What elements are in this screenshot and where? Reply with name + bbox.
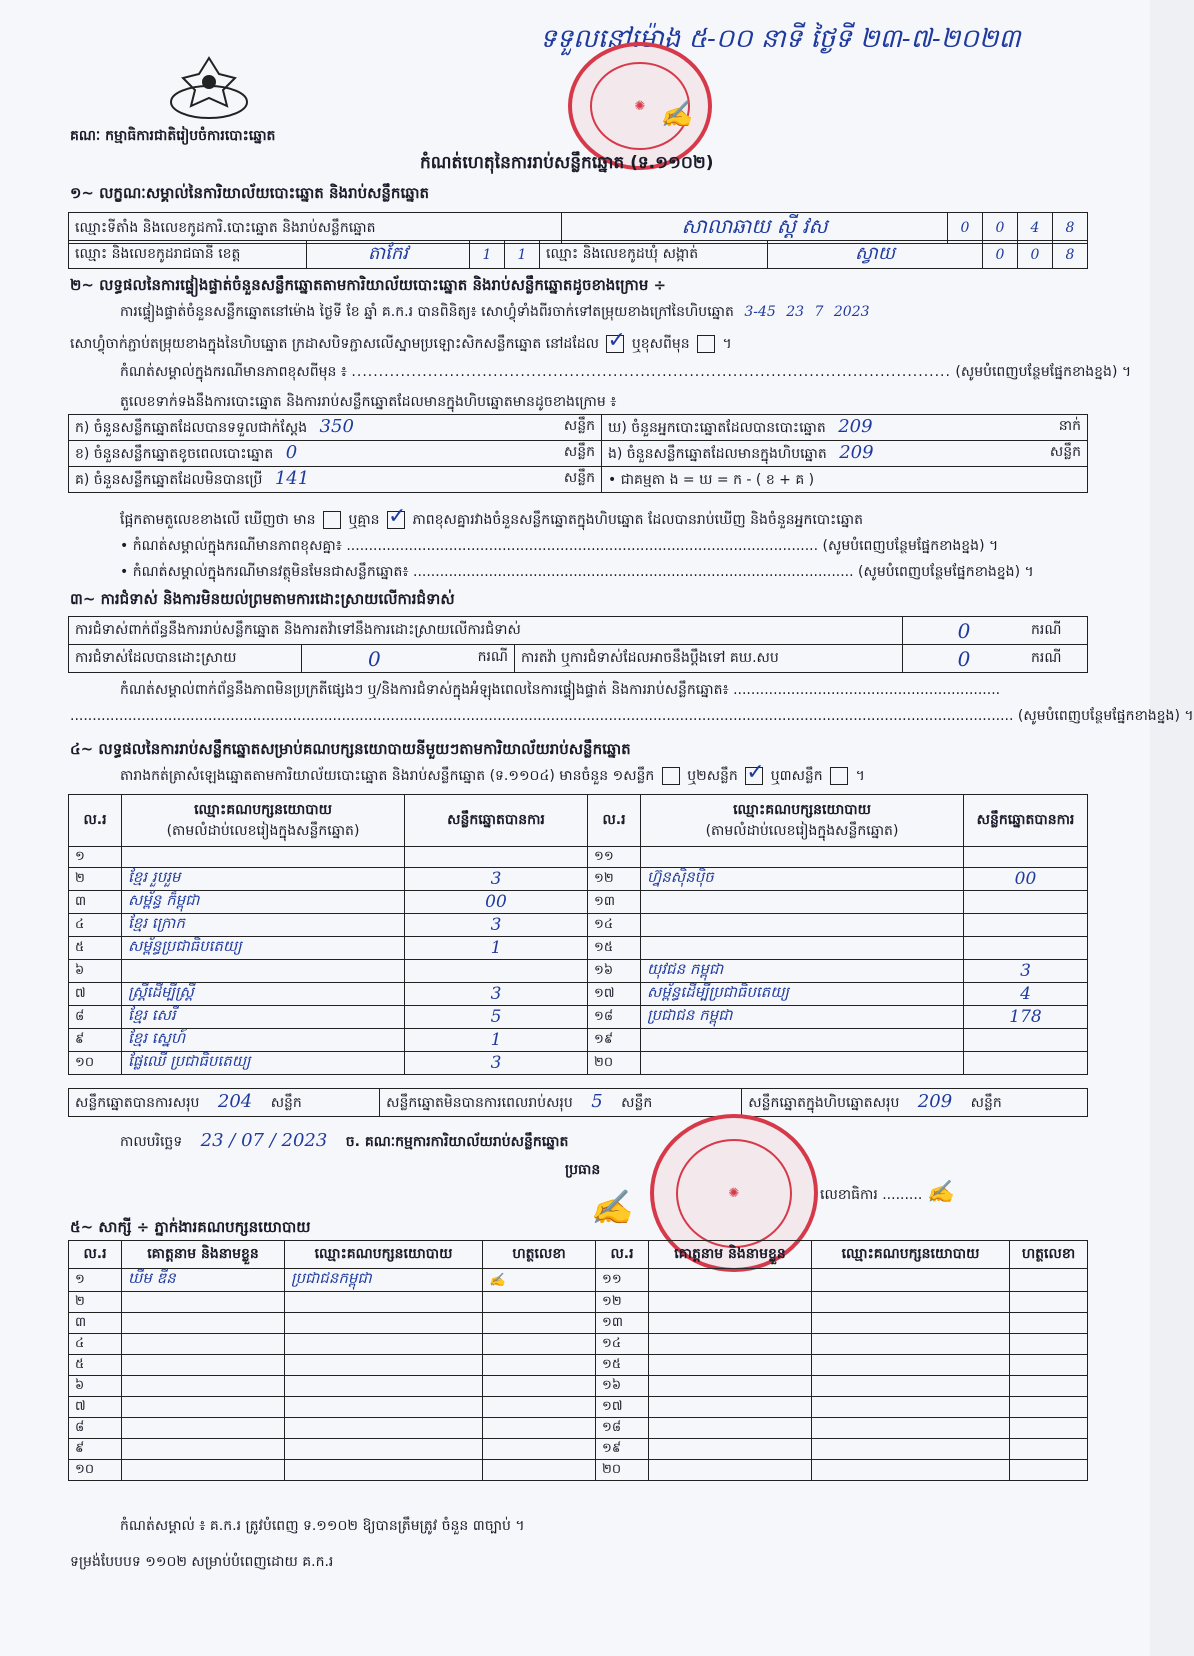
resolved-count: 0	[368, 646, 381, 671]
commune-code-3: 8	[1053, 241, 1088, 269]
commune-code-2: 0	[1018, 241, 1053, 269]
col-no-right: ល.រ	[588, 795, 641, 847]
committee-sign-label: ច. គណៈកម្មការការិយាល័យរាប់សន្លឹកឆ្នោត	[345, 1134, 569, 1150]
col-party-sub-right: (តាមលំដាប់លេខរៀងក្នុងសន្លឹកឆ្នោត)	[705, 822, 899, 839]
party-name: ស្ត្រីដើម្បីស្ត្រី	[122, 983, 405, 1006]
witness-row	[69, 1439, 1088, 1460]
party-name: សម្ព័ន្ធប្រជាធិបតេយ្យ	[122, 937, 405, 960]
w-col-name-right: គោត្តនាម និងនាមខ្លួន	[649, 1241, 812, 1269]
secretary-signature: ✍	[926, 1180, 955, 1205]
left-unit: សន្លឹក	[563, 418, 595, 434]
row-no: ៧	[69, 983, 122, 1006]
section4-title: ៤~ លទ្ធផលនៃការរាប់សន្លឹកឆ្នោតសម្រាប់គណបក្សនយោបាយនីមួយៗតាមការិយាល័យរាប់សន្លឹកឆ្នោត	[70, 740, 631, 758]
party-name: ខ្មែរ រួបរួម	[122, 868, 405, 891]
resolved-unit: ករណី	[477, 648, 508, 665]
row-no-2: ១២	[588, 868, 641, 891]
province-code-1: 1	[470, 241, 505, 269]
witness-name	[122, 1334, 285, 1355]
witness-row	[69, 1376, 1088, 1397]
total-invalid-label: សន្លឹកឆ្នោតមិនបានការពេលរាប់សរុប	[386, 1095, 573, 1111]
unchanged-checkbox[interactable]	[606, 335, 624, 353]
verify-month: 7	[814, 304, 824, 320]
witness-name	[122, 1376, 285, 1397]
objection-table	[68, 616, 1088, 673]
bullet-difference: • កំណត់សម្គាល់ក្នុងករណីមានភាពខុសគ្នា៖ .......................................................................................................... (សូមបំពេញបន្ថែមផ្នែកខាងខ្នង) ។	[120, 538, 999, 554]
party-name: សម្ព័ន្ធ ក៏ម្ពុជា	[122, 891, 405, 914]
objection-unit: ករណី	[1025, 617, 1088, 645]
tally-sheet-line: តារាងកត់ត្រាសំឡេងឆ្នោតតាមការិយាល័យបោះឆ្នោត និងរាប់សន្លឹកឆ្នោត (ទ.១១០៤) មានចំនួន ១សន្លឹក ឬ២សន្លឹក ✓ ឬ៣សន្លឹក ។	[120, 766, 865, 787]
form-title: កំណត់ហេតុនៃការរាប់សន្លឹកឆ្នោត (ទ.១១០២)	[420, 153, 714, 173]
left-value: 350	[319, 416, 354, 437]
left-label: ខ) ចំនួនសន្លឹកឆ្នោតខូចពេលបោះឆ្នោត	[75, 446, 274, 462]
witness-no-2: ២០	[596, 1460, 649, 1481]
date-value: 23 / 07 / 2023	[200, 1130, 328, 1151]
party-name: ខ្មែរ សេរី	[122, 1006, 405, 1029]
right-label: ង) ចំនួនសន្លឹកឆ្នោតដែលមានក្នុងហិបឆ្នោត	[608, 446, 827, 462]
witness-name	[122, 1355, 285, 1376]
row-no: ៥	[69, 937, 122, 960]
station-code-2: 0	[983, 213, 1018, 244]
witness-row	[69, 1355, 1088, 1376]
province-commune-table	[68, 240, 1088, 269]
party-result-row	[69, 847, 1088, 868]
party-result-row	[69, 983, 1088, 1006]
witness-no: ៤	[69, 1334, 122, 1355]
w-col-no-left: ល.រ	[69, 1241, 122, 1269]
party-votes: 3	[405, 983, 588, 1006]
row-no-2: ១៧	[588, 983, 641, 1006]
party-name	[122, 960, 405, 983]
witness-no-2: ១៧	[596, 1397, 649, 1418]
witness-no: ៦	[69, 1376, 122, 1397]
two-sheet-checkbox[interactable]	[745, 767, 763, 785]
witness-signature: ✍	[483, 1269, 596, 1292]
witness-row	[69, 1460, 1088, 1481]
witness-no-2: ១៦	[596, 1376, 649, 1397]
party-votes-2	[964, 847, 1088, 868]
ballot-count-table	[68, 414, 1088, 493]
party-name	[122, 847, 405, 868]
total-valid-value: 204	[217, 1091, 253, 1112]
witness-signature	[483, 1313, 596, 1334]
totals-table: សន្លឹកឆ្នោតបានការសរុប 204 សន្លឹក សន្លឹកឆ្នោតមិនបានការពេលរាប់សរុប 5 សន្លឹក សន្លឹកឆ្នោតក្នុងហិបឆ្នោតសរុប 209 សន្លឹក	[68, 1088, 1088, 1117]
party-votes: 3	[405, 914, 588, 937]
party-name-2	[641, 1052, 964, 1075]
party-result-row	[69, 960, 1088, 983]
witness-name: ឃឹម ឌីន	[122, 1269, 285, 1292]
irregularity-remark-2: .................................................................................................................................................................................................................... (សូមបំពេញបន្ថែមផ្នែកខាងខ្នង) ។	[70, 708, 1194, 724]
witness-no-2: ១២	[596, 1292, 649, 1313]
one-sheet-checkbox[interactable]	[662, 767, 680, 785]
col-party-left: ឈ្មោះគណបក្សនយោបាយ	[194, 801, 332, 818]
w-col-sign-right: ហត្ថលេខា	[1010, 1241, 1088, 1269]
witness-row	[69, 1397, 1088, 1418]
station-value: សាលាឆាយ ស្តី វស	[562, 213, 948, 244]
witness-party	[285, 1439, 483, 1460]
signature-top: ✍	[660, 100, 693, 130]
footnote: កំណត់សម្គាល់ ៖ គ.ក.រ ត្រូវបំពេញ ទ.១១០២ ឱ្យបានត្រឹមត្រូវ ចំនួន ៣ច្បាប់ ។	[120, 1518, 525, 1534]
party-votes: 3	[405, 1052, 588, 1075]
row-no-2: ១៣	[588, 891, 641, 914]
party-name-2: ប្រជាជន កម្ពុជា	[641, 1006, 964, 1029]
three-sheet-checkbox[interactable]	[830, 767, 848, 785]
w-col-party-right: ឈ្មោះគណបក្សនយោបាយ	[812, 1241, 1010, 1269]
witness-name	[122, 1292, 285, 1313]
changed-checkbox[interactable]	[697, 335, 715, 353]
section1-title: ១~ លក្ខណៈសម្គាល់នៃការិយាល័យបោះឆ្នោត និងរាប់សន្លឹកឆ្នោត	[70, 184, 430, 202]
party-name-2: យុវជន កម្ពុជា	[641, 960, 964, 983]
party-result-row	[69, 937, 1088, 960]
party-votes-2: 00	[964, 868, 1088, 891]
w-col-party-left: ឈ្មោះគណបក្សនយោបាយ	[285, 1241, 483, 1269]
party-name-2: សម្ព័ន្ធដើម្បីប្រជាធិបតេយ្យ	[641, 983, 964, 1006]
witness-signature	[483, 1355, 596, 1376]
party-result-row	[69, 1029, 1088, 1052]
row-no: ៨	[69, 1006, 122, 1029]
party-name-2	[641, 847, 964, 868]
row-no-2: ១៦	[588, 960, 641, 983]
left-value: 141	[274, 468, 310, 489]
right-label: • ជាគម្មតា ង = ឃ = ក - ( ខ + គ )	[608, 472, 815, 488]
witness-party: ប្រជាជនកម្ពុជា	[285, 1269, 483, 1292]
party-votes-2	[964, 914, 1088, 937]
witness-party	[285, 1355, 483, 1376]
appeal-count: 0	[903, 645, 1026, 673]
witness-party	[285, 1376, 483, 1397]
witness-no-2: ១៤	[596, 1334, 649, 1355]
witness-name	[122, 1397, 285, 1418]
row-no: ៩	[69, 1029, 122, 1052]
party-result-row	[69, 1052, 1088, 1075]
no-difference-checkbox[interactable]	[387, 511, 405, 529]
station-code-3: 4	[1018, 213, 1053, 244]
row-no-2: ២០	[588, 1052, 641, 1075]
party-votes-2	[964, 891, 1088, 914]
official-stamp-bottom: ✺	[650, 1114, 818, 1272]
witness-row	[69, 1418, 1088, 1439]
resolved-label: ការជំទាស់ដែលបានដោះស្រាយ	[69, 645, 302, 673]
remark-line-1: កំណត់សម្គាល់ក្នុងករណីមានភាពខុសពីមុន ៖ .............................................................................................................. (សូមបំពេញបន្ថែមផ្នែកខាងខ្នង) ។	[120, 364, 1132, 380]
form-footer: ទម្រង់បែបបទ ១១០២ សម្រាប់បំពេញដោយ គ.ក.រ	[70, 1554, 334, 1570]
witness-no: ៧	[69, 1397, 122, 1418]
total-box-label: សន្លឹកឆ្នោតក្នុងហិបឆ្នោតសរុប	[748, 1095, 900, 1111]
witness-no-2: ១៩	[596, 1439, 649, 1460]
row-no-2: ១១	[588, 847, 641, 868]
party-votes	[405, 960, 588, 983]
party-result-row	[69, 891, 1088, 914]
verify-year: 2023	[833, 304, 870, 320]
has-difference-checkbox[interactable]	[323, 511, 341, 529]
table-intro: តួលេខទាក់ទងនឹងការបោះឆ្នោត និងការរាប់សន្លឹកឆ្នោតដែលមានក្នុងហិបឆ្នោតមានដូចខាងក្រោម ៖	[120, 394, 617, 410]
station-code-1: 0	[948, 213, 983, 244]
section5-title: ៥~ សាក្សី ÷ ភ្នាក់ងារគណបក្សនយោបាយ	[70, 1218, 311, 1236]
party-name: ខ្មែរ ក្រោក	[122, 914, 405, 937]
witness-row	[69, 1269, 1088, 1292]
witness-signature	[483, 1376, 596, 1397]
left-label: ក) ចំនួនសន្លឹកឆ្នោតដែលបានទទួលជាក់ស្តែង	[75, 420, 308, 436]
province-code-2: 1	[505, 241, 540, 269]
party-name: ផ្លែឈើ ប្រជាធិបតេយ្យ	[122, 1052, 405, 1075]
col-no-left: ល.រ	[69, 795, 122, 847]
ballot-count-row	[69, 415, 1088, 441]
witness-row	[69, 1313, 1088, 1334]
col-votes-right: សន្លឹកឆ្នោតបានការ	[964, 795, 1088, 847]
left-label: គ) ចំនួនសន្លឹកឆ្នោតដែលមិនបានប្រើ	[75, 472, 263, 488]
witness-no: ២	[69, 1292, 122, 1313]
objection-count: 0	[903, 617, 1026, 645]
col-votes-left: សន្លឹកឆ្នោតបានការ	[405, 795, 588, 847]
party-name-2	[641, 891, 964, 914]
secretary-line: លេខាធិការ ......... ✍	[820, 1180, 955, 1205]
party-results-table	[68, 794, 1088, 1075]
party-result-row	[69, 868, 1088, 891]
section3-title: ៣~ ការជំទាស់ និងការមិនយល់ព្រមតាមការដោះស្រាយលើការជំទាស់	[70, 590, 455, 608]
irregularity-remark: កំណត់សម្គាល់ពាក់ព័ន្ធនឹងភាពមិនប្រក្រតីផ្សេងៗ ឬ/និងការជំទាស់ក្នុងអំឡុងពេលនៃការផ្ទៀងផ្ទាត់ និងការរាប់សន្លឹកឆ្នោត៖ ............................................................	[120, 682, 1001, 698]
commune-value: ស្វាយ	[768, 241, 983, 269]
party-votes: 5	[405, 1006, 588, 1029]
left-unit: សន្លឹក	[563, 470, 595, 486]
witness-name	[122, 1439, 285, 1460]
official-stamp-top: ✺	[568, 42, 712, 170]
party-name: ខ្មែរ ស្នេហ៍	[122, 1029, 405, 1052]
col-party-right: ឈ្មោះគណបក្សនយោបាយ	[733, 801, 871, 818]
right-value: 209	[839, 442, 874, 463]
party-votes-2: 3	[964, 960, 1088, 983]
party-votes-2: 4	[964, 983, 1088, 1006]
station-label: ឈ្មោះទីតាំង និងលេខកូដការិ.បោះឆ្នោត និងរាប់សន្លឹកឆ្នោត	[69, 213, 562, 244]
witness-party	[285, 1418, 483, 1439]
party-votes-2: 178	[964, 1006, 1088, 1029]
witness-signature	[483, 1418, 596, 1439]
province-value: តាកែវ	[307, 241, 470, 269]
right-unit: សន្លឹក	[1049, 444, 1081, 460]
right-value: 209	[838, 416, 873, 437]
right-label: ឃ) ចំនួនអ្នកបោះឆ្នោតដែលបានបោះឆ្នោត	[608, 420, 826, 436]
witness-table	[68, 1240, 1088, 1481]
verification-paragraph: ការផ្ទៀងផ្ទាត់ចំនួនសន្លឹកឆ្នោតនៅម៉ោង ថ្ងៃទី ខែ ឆ្នាំ គ.ក.រ បានពិនិត្យ៖ សោហ្វុំទាំងពីរចាក់ទៅតម្រុយខាងក្រៅនៃហិបឆ្នោត 3-45 23 7 2023	[120, 304, 870, 320]
commune-label: ឈ្មោះ និងលេខកូដឃុំ សង្កាត់	[540, 241, 768, 269]
row-no-2: ១៤	[588, 914, 641, 937]
right-unit: នាក់	[1058, 418, 1081, 434]
witness-no: ៩	[69, 1439, 122, 1460]
row-no-2: ១៨	[588, 1006, 641, 1029]
witness-party	[285, 1292, 483, 1313]
witness-no: ១	[69, 1269, 122, 1292]
total-valid-label: សន្លឹកឆ្នោតបានការសរុប	[75, 1095, 200, 1111]
row-no: ១០	[69, 1052, 122, 1075]
row-no-2: ១៥	[588, 937, 641, 960]
seal-status-line: សោហ្វុំចាក់ភ្ជាប់តម្រុយខាងក្នុងនៃហិបឆ្នោត ក្រដាសបិទភ្ជាសលើស្នាមប្រឡោះសិកសន្លឹកឆ្នោត នៅដដែល ✓ ឬខុសពីមុន ។	[70, 334, 732, 355]
witness-name	[122, 1313, 285, 1334]
total-box-value: 209	[917, 1091, 953, 1112]
witness-signature	[483, 1460, 596, 1481]
left-value: 0	[285, 442, 298, 463]
witness-party	[285, 1460, 483, 1481]
witness-signature	[483, 1292, 596, 1313]
verify-time: 3-45	[744, 304, 776, 320]
party-votes: 00	[405, 891, 588, 914]
station-code-4: 8	[1053, 213, 1088, 244]
total-invalid-value: 5	[591, 1091, 603, 1112]
verify-day: 23	[786, 304, 805, 320]
witness-party	[285, 1397, 483, 1418]
w-col-sign-left: ហត្ថលេខា	[483, 1241, 596, 1269]
row-no: ១	[69, 847, 122, 868]
witness-no: ៥	[69, 1355, 122, 1376]
ballot-count-row	[69, 441, 1088, 467]
witness-name	[122, 1460, 285, 1481]
witness-no-2: ១១	[596, 1269, 649, 1292]
party-name-2	[641, 1029, 964, 1052]
province-label: ឈ្មោះ និងលេខកូដរាជធានី ខេត្ត	[69, 241, 307, 269]
party-votes: 3	[405, 868, 588, 891]
witness-party	[285, 1313, 483, 1334]
date-line: កាលបរិច្ឆេទ 23 / 07 / 2023 ច. គណៈកម្មការការិយាល័យរាប់សន្លឹកឆ្នោត	[120, 1130, 569, 1151]
w-col-no-right: ល.រ	[596, 1241, 649, 1269]
party-votes: 1	[405, 1029, 588, 1052]
row-no: ៦	[69, 960, 122, 983]
appeal-label: ការតវ៉ា ឬការជំទាស់ដែលអាចនឹងប្តឹងទៅ គឃ.សប	[515, 645, 903, 673]
row-no: ២	[69, 868, 122, 891]
witness-signature	[483, 1439, 596, 1460]
party-name-2	[641, 937, 964, 960]
party-name-2: ហ្វ៊ុនស៊ិនប៉ិច	[641, 868, 964, 891]
chair-signature: ✍	[590, 1188, 633, 1228]
nec-logo	[165, 52, 253, 124]
party-votes-2	[964, 1052, 1088, 1075]
witness-name	[122, 1418, 285, 1439]
commune-code-1: 0	[983, 241, 1018, 269]
appeal-unit: ករណី	[1025, 645, 1088, 673]
witness-no-2: ១៣	[596, 1313, 649, 1334]
row-no-2: ១៩	[588, 1029, 641, 1052]
witness-signature	[483, 1397, 596, 1418]
committee-name: គណៈ កម្មាធិការជាតិរៀបចំការបោះឆ្នោត	[70, 128, 276, 144]
row-no: ៤	[69, 914, 122, 937]
party-result-row	[69, 1006, 1088, 1029]
row-no: ៣	[69, 891, 122, 914]
party-votes-2	[964, 937, 1088, 960]
section2-title: ២~ លទ្ធផលនៃការផ្ទៀងផ្ទាត់ចំនួនសន្លឹកឆ្នោតតាមការិយាល័យបោះឆ្នោត និងរាប់សន្លឹកឆ្នោតដូចខាងក្រោម ÷	[70, 276, 667, 294]
difference-line: ផ្អែកតាមតួលេខខាងលើ ឃើញថា មាន ឬគ្មាន ✓ ភាពខុសគ្នារវាងចំនួនសន្លឹកឆ្នោតក្នុងហិបឆ្នោត ដែលបានរាប់ឃើញ និងចំនួនអ្នកបោះឆ្នោត	[120, 510, 863, 531]
witness-no: ៣	[69, 1313, 122, 1334]
w-col-name-left: គោត្តនាម និងនាមខ្លួន	[122, 1241, 285, 1269]
witness-row	[69, 1292, 1088, 1313]
bullet-foreign-object: • កំណត់សម្គាល់ក្នុងករណីមានវត្ថុមិនមែនជាសន្លឹកឆ្នោត៖ ................................................................................................... (សូមបំពេញបន្ថែមផ្នែកខាងខ្នង) ។	[120, 564, 1034, 580]
party-name-2	[641, 914, 964, 937]
witness-party	[285, 1334, 483, 1355]
party-votes-2	[964, 1029, 1088, 1052]
witness-signature	[483, 1334, 596, 1355]
left-unit: សន្លឹក	[563, 444, 595, 460]
party-result-row	[69, 914, 1088, 937]
ballot-count-row	[69, 467, 1088, 493]
objection-label: ការជំទាស់ពាក់ព័ន្ធនឹងការរាប់សន្លឹកឆ្នោត និងការតវ៉ាទៅនឹងការដោះស្រាយលើការជំទាស់	[69, 617, 903, 645]
party-votes	[405, 847, 588, 868]
party-votes: 1	[405, 937, 588, 960]
col-party-sub-left: (តាមលំដាប់លេខរៀងក្នុងសន្លឹកឆ្នោត)	[166, 822, 360, 839]
witness-no-2: ១៨	[596, 1418, 649, 1439]
chair-label: ប្រធាន	[565, 1162, 601, 1178]
witness-no: ១០	[69, 1460, 122, 1481]
witness-no: ៨	[69, 1418, 122, 1439]
witness-no-2: ១៥	[596, 1355, 649, 1376]
received-note: ទទួលនៅម៉ោង ៥-០០ នាទី ថ្ងៃទី ២៣-៧-២០២៣	[540, 24, 1021, 54]
witness-row	[69, 1334, 1088, 1355]
